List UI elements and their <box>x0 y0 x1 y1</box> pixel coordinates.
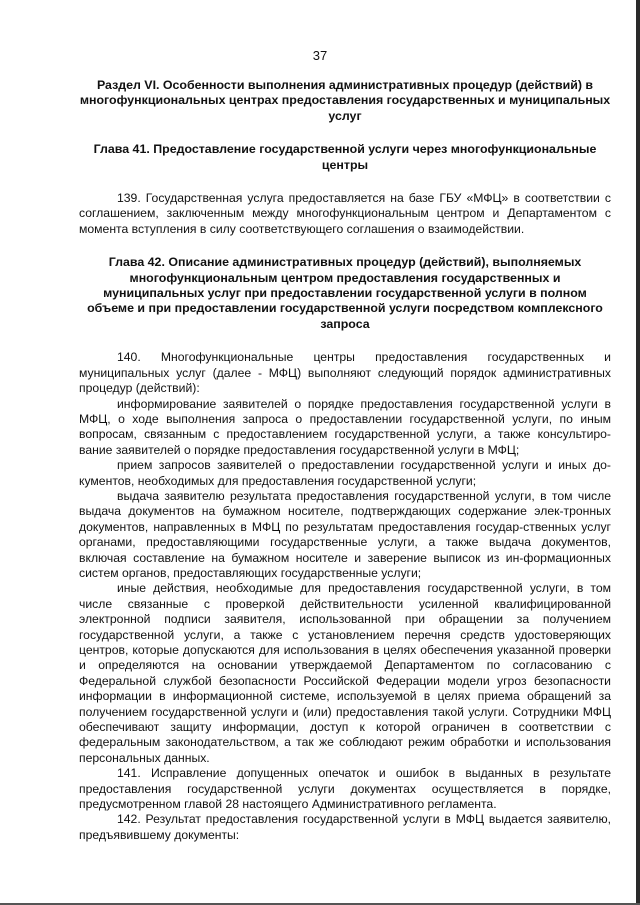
list-item-receiving: прием запросов заявителей о предоставлении государственной услуги и иных до-кументов, необходимых для предоставления государственной услуги; <box>79 458 611 488</box>
scan-edge-right <box>636 0 640 905</box>
chapter-41-title: Глава 41. Предоставление государственной услуги через многофункциональные центры <box>93 142 597 172</box>
paragraph-140: 140. Многофункциональные центры предоставления государственных и муниципальных услуг (далее - МФЦ) выполняют следующий порядок административных процедур (действий): <box>79 350 611 396</box>
list-item-informing: информирование заявителей о порядке предоставления государственной услуги в МФЦ, о ходе выполнения запроса о предоставлении государственной услуги, по иным вопросам, связанным с предоставлением государственной услуги, а также консультиро-вание заявителей о порядке предоставления государственной услуги в МФЦ; <box>79 396 611 457</box>
list-item-issuing: выдача заявителю результата предоставления государственной услуги, в том числе выдача документов на бумажном носителе, подтверждающих содержание элек-тронных документов, направленных в МФЦ по результатам предоставления государ-ственных услуг органами, предоставляющими государственные услуги, а также выдача документов, включая составление на бумажном носителе и заверение выписок из ин-формационных систем органов, предоставляющих государственные услуги; <box>79 488 611 580</box>
page-number: 37 <box>312 48 328 63</box>
document-body <box>79 78 611 843</box>
paragraph-141: 141. Исправление допущенных опечаток и ошибок в выданных в результате предоставления государственной услуги документах осуществляется в порядке, предусмотренном главой 28 настоящего Административного регламента. <box>79 766 611 812</box>
paragraph-139: 139. Государственная услуга предоставляется на базе ГБУ «МФЦ» в соответствии с соглашением, заключенным между многофункциональным центром и Департаментом с момента вступления в силу соответствующего соглашения о взаимодействии. <box>79 191 611 236</box>
list-item-other-actions: иные действия, необходимые для предоставления государственной услуги, в том числе связанные с проверкой действительности усиленной квалифицированной электронной подписи заявителя, использованной при обращении за получением государственной услуги, а также с установлением перечня средств удостоверяющих центров, которые допускаются для использования в целях обеспечения указанной проверки и определяются на основании утверждаемой Департаментом по согласованию с Федеральной службой безопасности Российской Федерации модели угроз безопасности информации в информационной системе, используемой в целях приема обращений за получением государственной услуги и (или) предоставления такой услуги. Сотрудники МФЦ обеспечивают защиту информации, доступ к которой ограничен в соответствии с федеральным законодательством, а так же соблюдают режим обработки и использования персональных данных. <box>79 581 611 765</box>
chapter-42-title: Глава 42. Описание административных процедур (действий), выполняемых многофункциональным центром предоставления государственных и муниципальных услуг при предоставлении государственной услуги в полном объеме и при предоставлении государственной услуги посредством комплексного запроса <box>87 255 603 331</box>
section-title: Раздел VI. Особенности выполнения административных процедур (действий) в многофункциональных центрах предоставления государственных и муниципальных услуг <box>79 78 611 123</box>
paragraph-142: 142. Результат предоставления государственной услуги в МФЦ выдается заявителю, предъявившему документы: <box>79 812 611 842</box>
